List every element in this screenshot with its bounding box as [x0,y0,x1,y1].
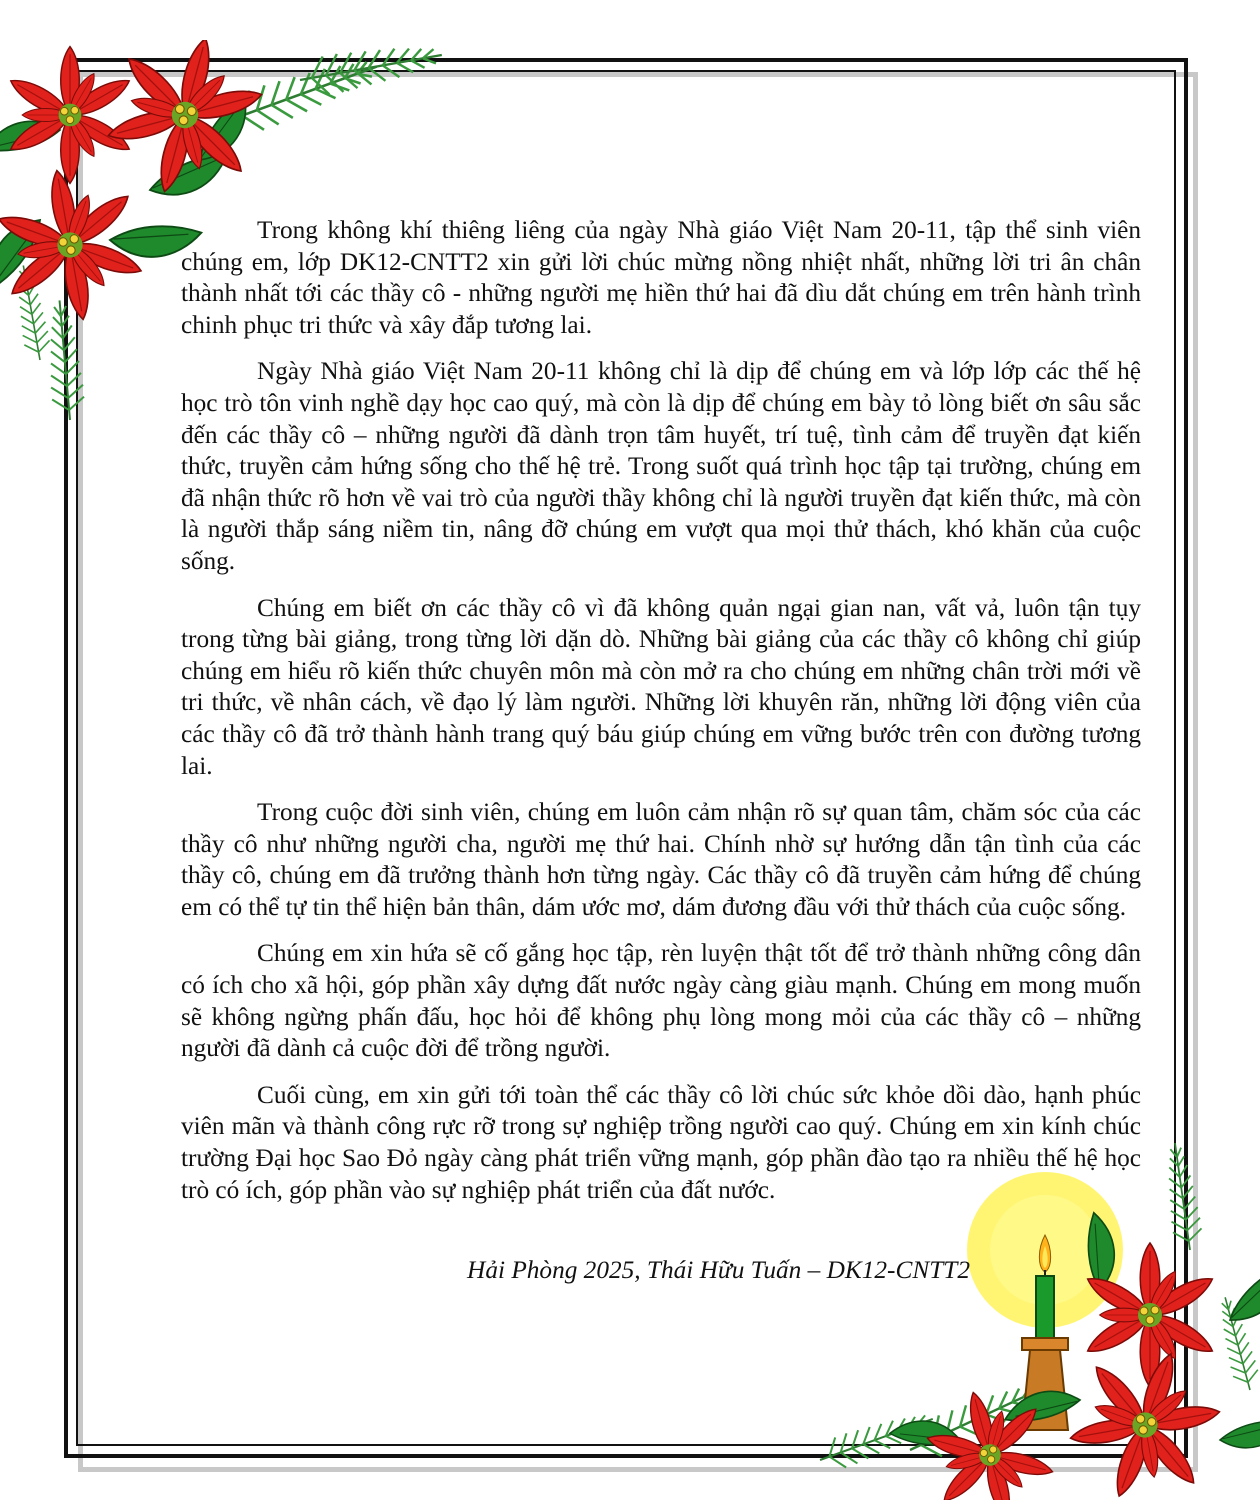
letter-body [181,215,1141,1221]
signature: Hải Phòng 2025, Thái Hữu Tuấn – DK12-CNTT2 [467,1256,970,1284]
letter-paragraph-2: Ngày Nhà giáo Việt Nam 20-11 không chỉ là dịp để chúng em và lớp lớp các thế hệ học trò tôn vinh nghề dạy học cao quý, mà còn là dịp để chúng em bày tỏ lòng biết ơn sâu sắc đến các thầy cô – những người đã dành trọn tâm huyết, trí tuệ, tình cảm để truyền đạt kiến thức, truyền cảm hứng sống cho thế hệ trẻ. Trong suốt quá trình học tập tại trường, chúng em đã nhận thức rõ hơn về vai trò của người thầy không chỉ là người truyền đạt kiến thức, mà còn là người thắp sáng niềm tin, nâng đỡ chúng em vượt qua mọi thử thách, khó khăn của cuộc sống. [181,357,1141,575]
letter-paragraph-6: Cuối cùng, em xin gửi tới toàn thể các thầy cô lời chúc sức khỏe dồi dào, hạnh phúc viên mãn và thành công rực rỡ trong sự nghiệp trồng người cao quý. Chúng em xin kính chúc trường Đại học Sao Đỏ ngày càng phát triển vững mạnh, góp phần đào tạo ra nhiều thế hệ học trò có ích, góp phần vào sự nghiệp phát triển của đất nước. [181,1080,1141,1204]
letter-paragraph-4: Trong cuộc đời sinh viên, chúng em luôn cảm nhận rõ sự quan tâm, chăm sóc của các thầy cô như những người cha, người mẹ thứ hai. Chính nhờ sự hướng dẫn tận tình của các thầy cô, chúng em đã trưởng thành hơn từng ngày. Các thầy cô đã truyền cảm hứng để chúng em có thể tự tin thể hiện bản thân, dám ước mơ, dám đương đầu với thử thách của cuộc sống. [181,798,1141,921]
letter-paragraph-3: Chúng em biết ơn các thầy cô vì đã không quản ngại gian nan, vất vả, luôn tận tụy trong từng bài giảng, trong từng lời dặn dò. Những bài giảng của các thầy cô không chỉ giúp chúng em hiểu rõ kiến thức chuyên môn mà còn mở ra cho chúng em những chân trời mới về tri thức, về nhân cách, về đạo lý làm người. Những lời khuyên răn, những lời động viên của các thầy cô đã trở thành hành trang quý báu giúp chúng em vững bước trên con đường tương lai. [181,593,1141,780]
letter-paragraph-1: Trong không khí thiêng liêng của ngày Nhà giáo Việt Nam 20-11, tập thể sinh viên chúng em, lớp DK12-CNTT2 xin gửi lời chúc mừng nồng nhiệt nhất, những lời tri ân chân thành nhất tới các thầy cô - những người mẹ hiền thứ hai đã dìu dắt chúng em trên hành trình chinh phục tri thức và xây đắp tương lai. [181,216,1141,339]
letter-paragraph-5: Chúng em xin hứa sẽ cố gắng học tập, rèn luyện thật tốt để trở thành những công dân có ích cho xã hội, góp phần xây dựng đất nước ngày càng giàu mạnh. Chúng em mong muốn sẽ không ngừng phấn đấu, học hỏi để không phụ lòng mong mỏi của các thầy cô – những người đã dành cả cuộc đời để trồng người. [181,939,1141,1063]
